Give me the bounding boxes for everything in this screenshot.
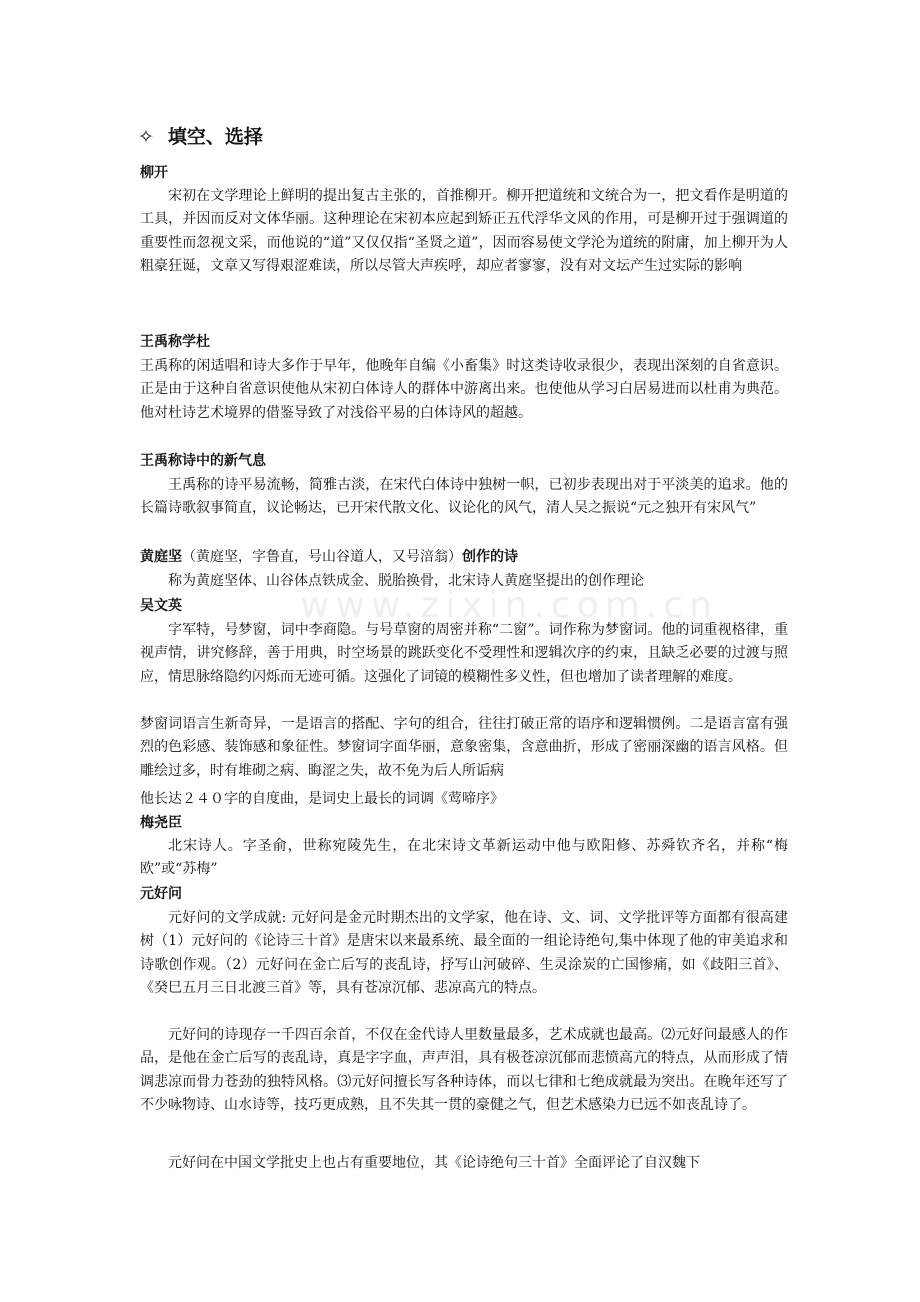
heading-alias: （黄庭坚，字鲁直，号山谷道人，又号涪翁） — [182, 549, 462, 565]
paragraph-wangyucheng: 王禹称的闲适唱和诗大多作于早年，他晚年自编《小畜集》时这类诗收录很少，表现出深刻的自省意识。正是由于这种自省意识使他从宋初白体诗人的群体中游离出来。也使他从学习白居易进而以杜甫为典范。他对杜诗艺术境界的借鉴导致了对浅俗平易的白体诗风的超越。 — [140, 358, 788, 421]
section-heading-liukai: 柳开 — [140, 165, 168, 181]
heading-suffix: 创作的诗 — [462, 549, 518, 565]
paragraph-xinqixi: 王禹称的诗平易流畅，简雅古淡，在宋代白体诗中独树一帜，已初步表现出对于平淡美的追求。他的长篇诗歌叙事简直，议论畅达，已开宋代散文化、议论化的风气，清人吴之振说“元之独开有宋风气” — [140, 477, 788, 517]
watermark: www.zixin.com.cn — [300, 585, 718, 626]
page-title-text: 填空、选择 — [167, 126, 263, 148]
paragraph-wuwenying-1: 字军特，号梦窗，词中李商隐。与号草窗的周密并称“二窗”。词作称为梦窗词。他的词重视格律，重视声情，讲究修辞，善于用典，时空场景的跳跃变化不受理性和逻辑次序的约束，且缺乏必要的过渡与照应，情思脉络隐约闪烁而无迹可循。这强化了词镜的模糊性多义性，但也增加了读者理解的难度。 — [140, 622, 788, 685]
paragraph-yuanhaowen-1: 元好问的文学成就: 元好问是金元时期杰出的文学家，他在诗、文、词、文学批评等方面都有很高建树（1）元好问的《论诗三十首》是唐宋以来最系统、最全面的一组论诗绝句,集中体现了他的审美追求和诗歌创作观。（2）元好问在金亡后写的丧乱诗，抒写山河破碎、生灵涂炭的亡国惨痛，如《歧阳三首》、《癸巳五月三日北渡三首》等，具有苍凉沉郁、悲凉高亢的特点。 — [140, 910, 788, 997]
heading-name: 黄庭坚 — [140, 549, 182, 565]
paragraph-liukai: 宋初在文学理论上鲜明的提出复古主张的，首推柳开。柳开把道统和文统合为一，把文看作是明道的工具，并因而反对文体华丽。这种理论在宋初本应起到矫正五代浮华文风的作用，可是柳开过于强调道的重要性而忽视文采，而他说的“道”又仅仅指“圣贤之道”，因而容易使文学沦为道统的附庸，加上柳开为人粗豪狂诞，文章又写得艰涩难读，所以尽管大声疾呼，却应者寥寥，没有对文坛产生过实际的影响 — [140, 188, 788, 275]
paragraph-meiyaochen: 北宋诗人。字圣俞，世称宛陵先生，在北宋诗文革新运动中他与欧阳修、苏舜钦齐名，并称“梅欧”或“苏梅” — [140, 838, 788, 878]
paragraph-wuwenying-3: 他长达２４０字的自度曲，是词史上最长的词调《莺啼序》 — [140, 791, 504, 807]
section-heading-xinqixi: 王禹称诗中的新气息 — [140, 453, 266, 469]
page-title — [138, 122, 263, 149]
paragraph-huangtingjian: 称为黄庭坚体、山谷体点铁成金、脱胎换骨，北宋诗人黄庭坚提出的创作理论 — [168, 573, 644, 589]
paragraph-yuanhaowen-2: 元好问的诗现存一千四百余首，不仅在金代诗人里数量最多，艺术成就也最高。⑵元好问最感人的作品，是他在金亡后写的丧乱诗，真是字字血，声声泪，具有极苍凉沉郁而悲愤高亢的特点，从而形成了情调悲凉而骨力苍劲的独特风格。⑶元好问擅长写各种诗体，而以七律和七绝成就最为突出。在晚年还写了不少咏物诗、山水诗等，技巧更成熟，且不失其一贯的豪健之气，但艺术感染力已远不如丧乱诗了。 — [140, 1027, 788, 1114]
section-heading-yuanhaowen: 元好问 — [140, 886, 182, 902]
four-pointed-star-icon: ✧ — [138, 126, 154, 148]
section-heading-huangtingjian — [140, 547, 518, 567]
section-heading-wuwenying: 吴文英 — [140, 598, 182, 614]
section-heading-wangyucheng: 王禹称学杜 — [140, 334, 210, 350]
section-heading-meiyaochen: 梅尧臣 — [140, 815, 182, 831]
paragraph-yuanhaowen-3: 元好问在中国文学批史上也占有重要地位，其《论诗绝句三十首》全面评论了自汉魏下 — [168, 1155, 700, 1171]
paragraph-wuwenying-2: 梦窗词语言生新奇异，一是语言的搭配、字句的组合，往往打破正常的语序和逻辑惯例。二是语言富有强烈的色彩感、装饰感和象征性。梦窗词字面华丽，意象密集，含意曲折，形成了密丽深幽的语言风格。但雕绘过多，时有堆砌之病、晦涩之失，故不免为后人所诟病 — [140, 716, 788, 779]
